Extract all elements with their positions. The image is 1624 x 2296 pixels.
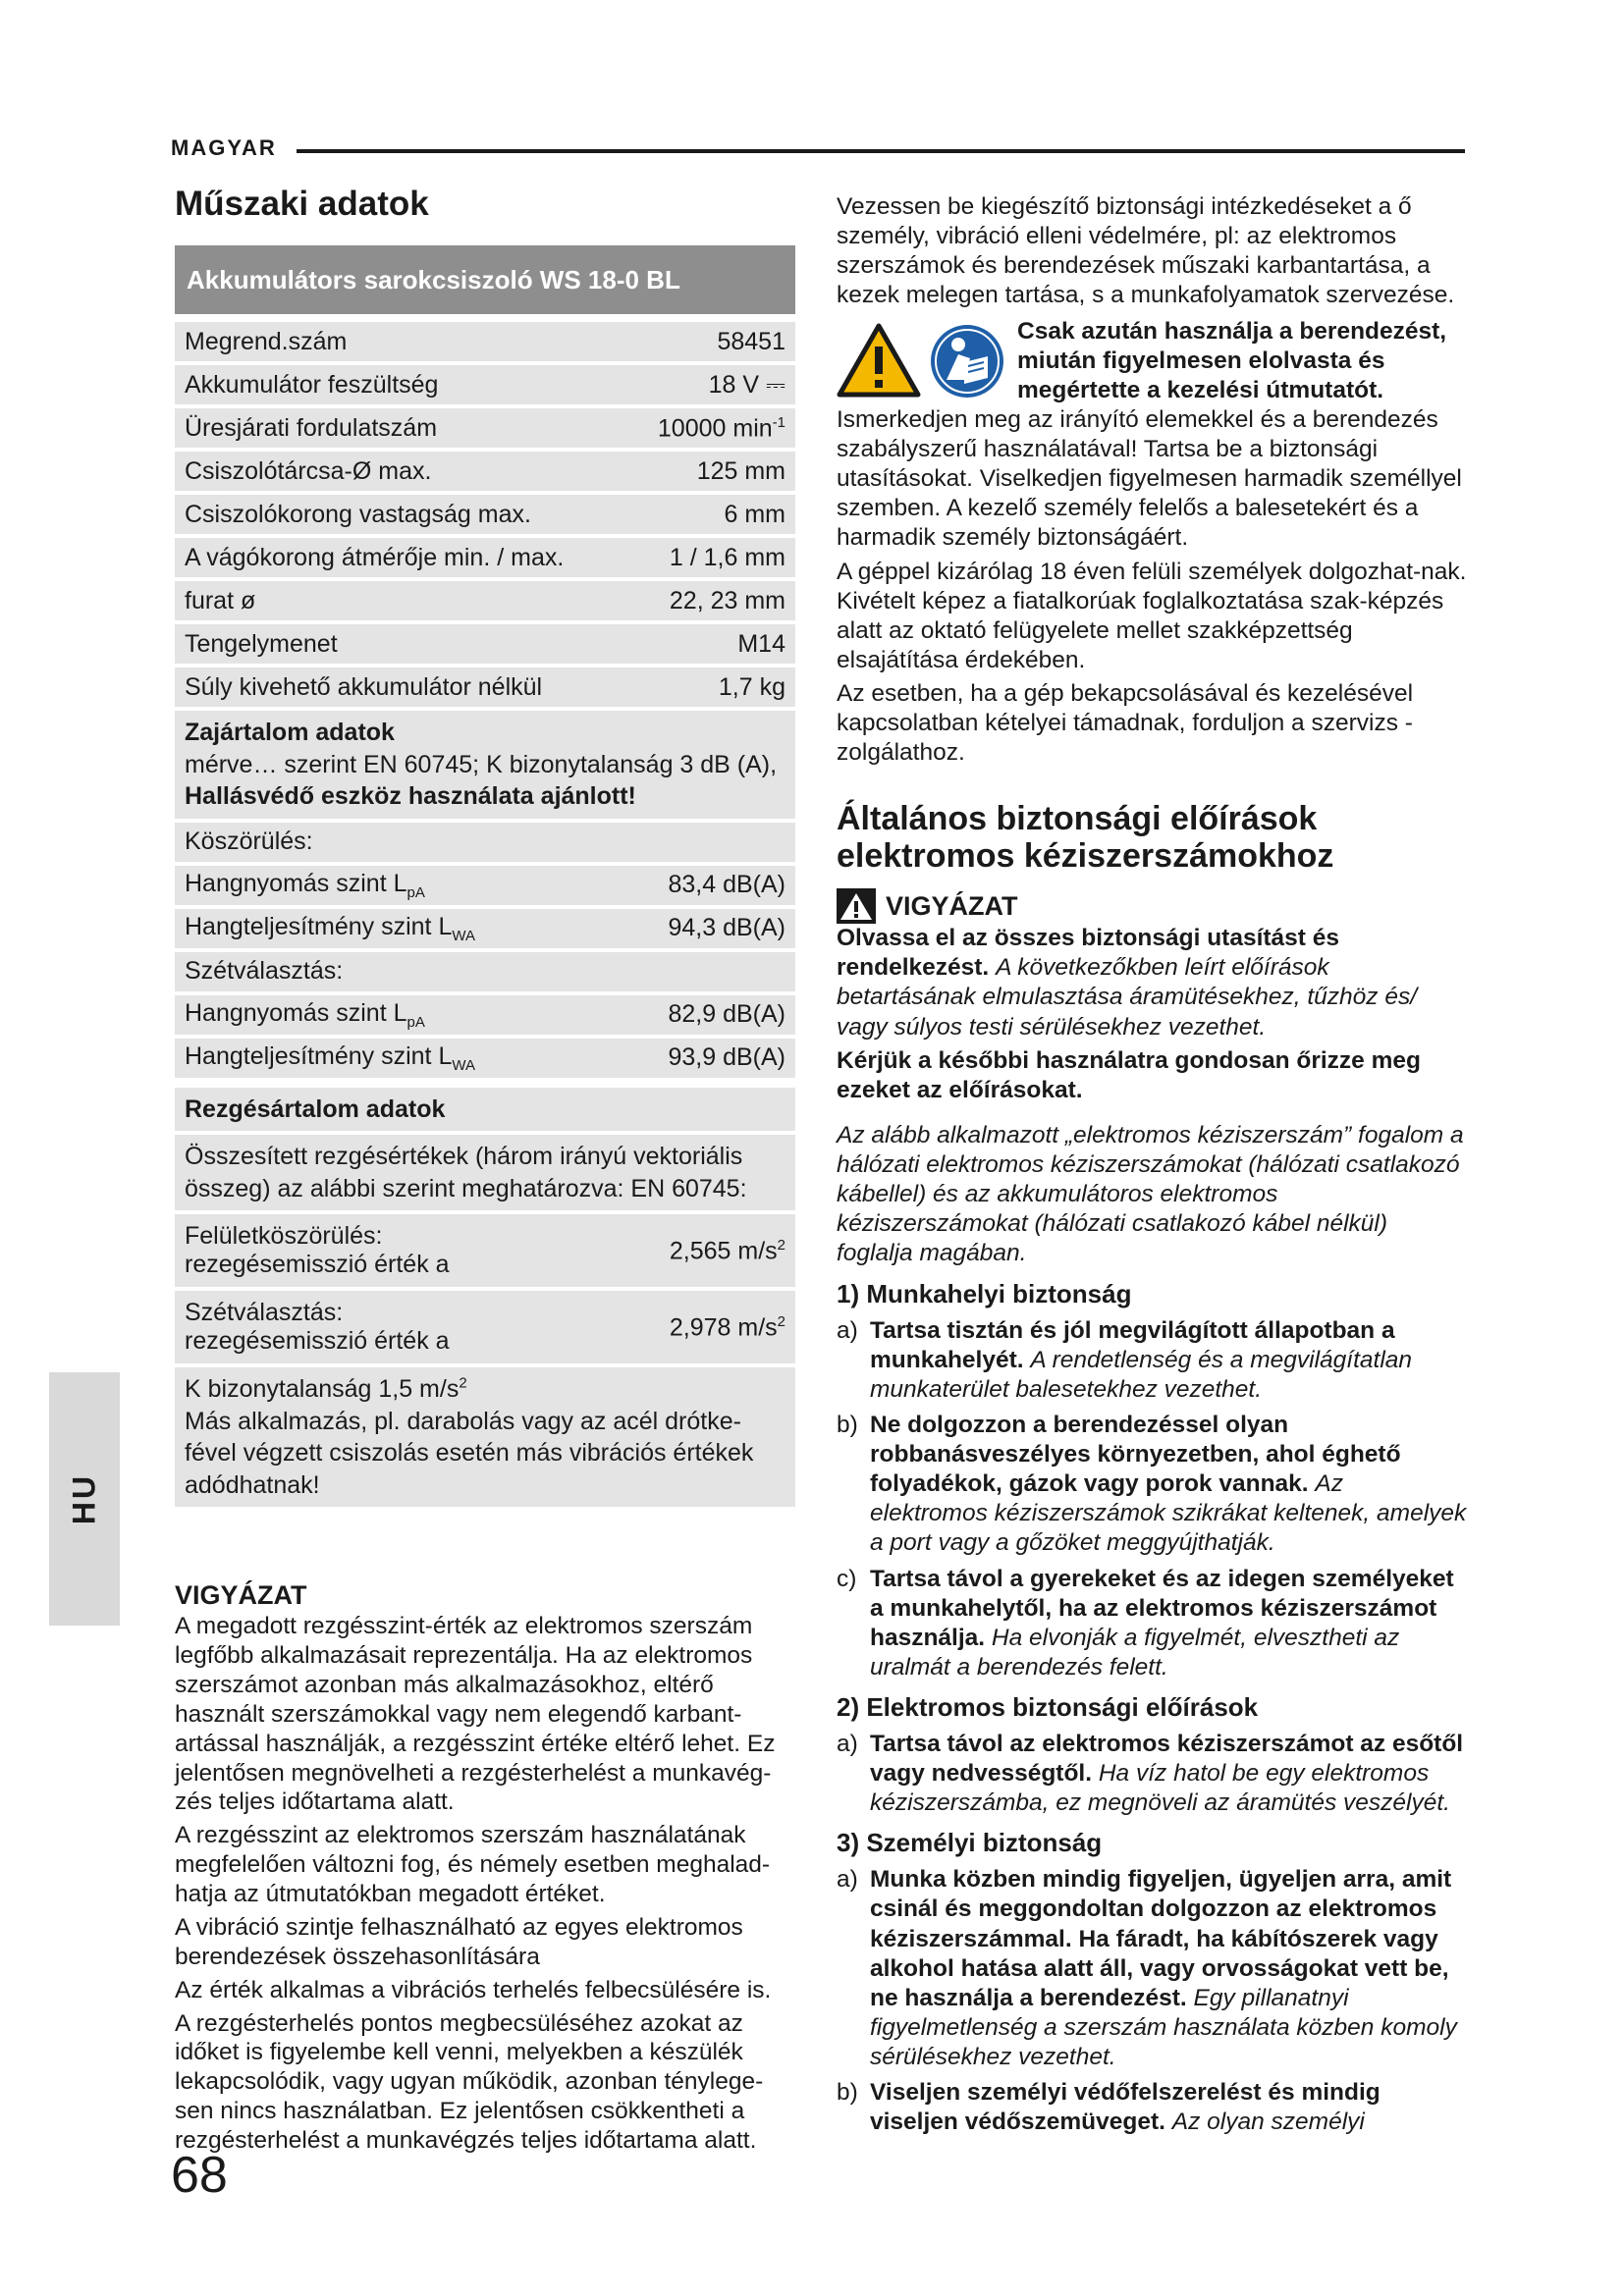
right-column <box>837 192 1467 2143</box>
k-uncertainty-text: K bizonytalanság 1,5 m/s <box>185 1375 460 1404</box>
service-paragraph: Az esetben, ha a gép bekapcsolásával és kezelésével kapcsolatban kételyei támadnak, forduljon a szervizs - zolgálathoz. <box>837 680 1414 767</box>
spec-row <box>175 581 795 624</box>
spec-value: 1 / 1,6 mm <box>669 543 785 571</box>
list-item-label: a) <box>837 1316 858 1344</box>
list-item-italic: Az elektromos kéziszerszámok szikrákat keltenek, amelyek a port vagy a gőzöket meggyújthatják. <box>870 1470 1467 1557</box>
vibration-row <box>175 1291 795 1367</box>
heading-electrical-safety: 2) Elektromos biztonsági előírások <box>837 1692 1259 1722</box>
list-item-text <box>870 1565 1467 1683</box>
heading-workplace-safety: 1) Munkahelyi biztonság <box>837 1278 1132 1308</box>
spec-value: 58451 <box>717 327 785 355</box>
noise-row <box>175 995 795 1039</box>
vibration-label-line2: rezegésemisszió érték a <box>185 1327 450 1356</box>
spec-value: 22, 23 mm <box>669 586 785 614</box>
section-title-safety <box>837 801 1467 875</box>
spec-label: furat ø <box>185 586 256 614</box>
spec-table <box>175 245 795 1511</box>
spec-value: 6 mm <box>724 500 785 528</box>
vibration-title: Rezgésártalom adatok <box>185 1095 446 1123</box>
noise-label: Hangnyomás szint $L_{pA}$ <box>185 869 425 901</box>
section-title-safety-line1: Általános biztonsági előírások <box>837 800 1318 838</box>
list-item-text <box>870 1865 1467 2072</box>
spec-label: Csiszolókorong vastagság max. <box>185 500 531 528</box>
noise-text: mérve… szerint EN 60745; K bizonytalanság 3 dB (A), <box>185 750 778 778</box>
vibration-value-sup: 2 <box>777 1236 785 1254</box>
list-item-italic: Az olyan személyi <box>1171 2109 1365 2136</box>
list-item-bold: Munka közben mindig figyeljen, ügyeljen arra, amit csinál és meggondoltan dolgozzon az elektromos kéziszerszámmal. Ha fáradt, ha kábítószerek vagy alkohol hatása alatt áll, vagy orvosságokat vett be, ne használja a berendezést. <box>870 1866 1452 2011</box>
vibration-warning-title: VIGYÁZAT <box>175 1580 307 1611</box>
list-item <box>837 1316 1467 1405</box>
cutting-rows <box>175 995 795 1082</box>
noise-label: Hangteljesítmény szint $L_{WA}$ <box>185 1041 475 1074</box>
language-header: MAGYAR <box>171 135 277 160</box>
list-item-italic: A rendetlenség és a megvilágítatlan munkaterület balesetekhez vezethet. <box>870 1346 1413 1403</box>
page-number: 68 <box>171 2147 228 2204</box>
list-item-bold: Tartsa távol a gyerekeket és az idegen személyeket a munkahelytől, ha az elektromos kéziszerszámot használja. <box>870 1565 1454 1651</box>
cutting-label-row <box>175 952 795 995</box>
noise-label-sub: pA <box>406 1013 425 1031</box>
vibration-row <box>175 1214 795 1291</box>
cutting-label: Szétválasztás: <box>185 957 344 986</box>
vibration-warning-p1: A megadott rezgésszint-érték az elektromos szerszám legfőbb alkalmazásait reprezentálja. Ha az elektromos szerszámot azonban más alkalmazásokhoz, eltérő használt szerszámokkal vagy nem elegendő karbant-artással használják, a rezgésszint értéke eltérő lehet. Ez jelentősen megnövelheti a rezgésterhelést a munkavég-zés teljes időtartama alatt. <box>175 1613 776 1816</box>
uncertainty-block <box>175 1367 795 1511</box>
read-manual-text: Ismerkedjen meg az irányító elemekkel és a berendezés szabályszerű használatával! Tartsa be a biztonsági utasításokat. Viselkedjen figyelmesen harmadik személlyel szemben. A kezelő személy felelős a balesetekért és a harmadik személy biztonságáért. <box>837 405 1462 552</box>
vibration-rows <box>175 1214 795 1367</box>
list-item-label: b) <box>837 1411 858 1438</box>
vibration-warning <box>175 1579 795 2156</box>
caution-triangle-icon <box>837 888 876 924</box>
noise-block <box>175 711 795 823</box>
noise-value: 82,9 dB(A) <box>668 1000 785 1029</box>
vibration-warning-p2: A rezgésszint az elektromos szerszám használatának megfelelően változni fog, és némely esetben meghalad-hatja az útmutatókban megadott értéket. <box>175 1822 771 1908</box>
list-item-italic: Ha elvonják a figyelmét, elvesztheti az uralmát a berendezés felett. <box>870 1624 1400 1681</box>
noise-value: 83,4 dB(A) <box>668 871 785 899</box>
vibration-text-block <box>175 1135 795 1214</box>
noise-value: 94,3 dB(A) <box>668 914 785 942</box>
spec-value-sup: -1 <box>772 413 785 431</box>
warning-triangle-icon <box>837 323 921 398</box>
spec-row <box>175 365 795 408</box>
vibration-text: Összesített rezgésértékek (három irányú vektoriális összeg) az alábbi szerint meghatározva: EN 60745: <box>185 1143 747 1202</box>
list-item-text <box>870 2078 1467 2137</box>
read-all-paragraph <box>837 924 1467 1042</box>
noise-value: 93,9 dB(A) <box>668 1043 785 1072</box>
spec-value: 1,7 kg <box>718 672 785 701</box>
k-uncertainty <box>185 1373 785 1406</box>
spec-label: Megrend.szám <box>185 327 348 355</box>
electrical-safety-list <box>837 1730 1467 1818</box>
spec-row <box>175 408 795 452</box>
spec-value: M14 <box>737 629 785 658</box>
keep-instructions: Kérjük a későbbi használatra gondosan őrizze meg ezeket az előírásokat. <box>837 1046 1421 1103</box>
vibration-value: 2,978 $m/s^2$ <box>669 1312 785 1341</box>
header-rule <box>297 149 1465 153</box>
vibration-warning-p4: Az érték alkalmas a vibrációs terhelés felbecsülésére is. <box>175 1976 772 2003</box>
manual-icons <box>837 317 1005 405</box>
list-item-italic: Ha víz hatol be egy elektromos kéziszerszámba, ez megnöveli az áramütés veszélyét. <box>870 1760 1450 1817</box>
noise-label-sub: pA <box>406 883 425 901</box>
list-item <box>837 1730 1467 1818</box>
spec-value: 10000 $\min^{-1}$ <box>657 413 785 442</box>
list-item-text <box>870 1316 1467 1405</box>
vibration-value: 2,565 $m/s^2$ <box>669 1236 785 1264</box>
vibration-title-block <box>175 1088 795 1136</box>
spec-row <box>175 322 795 365</box>
caution-title: VIGYÁZAT <box>886 890 1018 921</box>
definition-paragraph: Az alább alkalmazott „elektromos kéziszerszám” fogalom a hálózati elektromos kéziszerszámokat (hálózati csatlakozó kábellel) és az akkumulátoros elektromos kéziszerszámokat (hálózati csatlakozó kábel nélkül) foglalja magában. <box>837 1121 1464 1267</box>
spec-value: 125 mm <box>696 456 785 485</box>
read-manual-bold: Csak azután használja a berendezést, miután figyelmesen elolvasta és megértette a kezelési útmutatót. <box>1017 317 1447 403</box>
read-all-italic: A következőkben leírt előírások betartásának elmulasztása áramütésekhez, tűzhöz és/ vagy súlyos testi sérülésekhez vezethet. <box>837 954 1418 1041</box>
noise-row <box>175 1039 795 1082</box>
spec-row <box>175 624 795 667</box>
section-title-safety-line2: elektromos kéziszerszámokhoz <box>837 836 1334 875</box>
noise-label: Hangnyomás szint $L_{pA}$ <box>185 998 425 1031</box>
workplace-safety-list <box>837 1316 1467 1683</box>
list-item-label: b) <box>837 2079 858 2107</box>
noise-title: Zajártalom adatok <box>185 719 395 747</box>
language-tab-code: HU <box>66 1472 102 1525</box>
spec-row <box>175 452 795 495</box>
left-column <box>175 185 795 2160</box>
noise-row <box>175 909 795 952</box>
spec-table-header: Akkumulátors sarokcsiszoló WS 18-0 BL <box>175 245 795 314</box>
spec-row <box>175 667 795 711</box>
language-tab <box>49 1372 120 1626</box>
vibration-label-line1: Szétválasztás: <box>185 1299 344 1327</box>
spec-row <box>175 495 795 538</box>
read-all-bold: Olvassa el az összes biztonsági utasítást és rendelkezést. <box>837 925 1339 982</box>
caution-heading <box>837 888 1467 924</box>
list-item-bold: Tartsa távol az elektromos kéziszerszámot az esőtől vagy nedvességtől. <box>870 1730 1464 1788</box>
noise-label: Hangteljesítmény szint $L_{WA}$ <box>185 912 475 944</box>
vibration-warning-p3: A vibráció szintje felhasználható az egyes elektromos berendezések összehasonlítására <box>175 1913 743 1970</box>
spec-label: Súly kivehető akkumulátor nélkül <box>185 672 543 701</box>
vibration-value-sup: 2 <box>777 1312 785 1330</box>
vibration-label <box>185 1299 450 1356</box>
list-item-label: c) <box>837 1565 857 1592</box>
spec-rows <box>175 322 795 711</box>
list-item-text <box>870 1730 1467 1818</box>
vibration-label <box>185 1222 450 1279</box>
spec-label: Csiszolótárcsa-Ø max. <box>185 456 432 485</box>
intro-paragraph: Vezessen be kiegészítő biztonsági intézkedéseket a ő személy, vibráció elleni védelmére, pl: az elektromos szerszámok és berendezések műszaki karbantartása, a kezek melegen tartása, s a munkafolyamatok szervezése. <box>837 193 1455 309</box>
list-item-bold: Tartsa tisztán és jól megvilágított állapotban a munkahelyét. <box>870 1316 1395 1373</box>
noise-bold: Hallásvédő eszköz használata ajánlott! <box>185 782 636 811</box>
spec-label: Üresjárati fordulatszám <box>185 413 438 442</box>
spec-value: 18 V ⎓ <box>708 370 785 399</box>
dc-symbol-icon: ⎓ <box>759 370 785 399</box>
list-item-italic: Egy pillanatnyi figyelmetlenség a szerszám használata közben komoly sérülésekhez vezethet. <box>870 1984 1457 2071</box>
read-manual-box <box>837 317 1467 405</box>
spec-row <box>175 538 795 581</box>
k-uncertainty-sup: 2 <box>459 1374 467 1392</box>
grinding-label: Köszörülés: <box>185 828 313 856</box>
grinding-label-row <box>175 823 795 866</box>
heading-personal-safety: 3) Személyi biztonság <box>837 1828 1103 1858</box>
section-title-tech: Műszaki adatok <box>175 185 429 223</box>
spec-label: A vágókorong átmérője min. / max. <box>185 543 565 571</box>
noise-row <box>175 866 795 909</box>
list-item <box>837 1865 1467 2072</box>
vibration-label-line2: rezegésemisszió érték a <box>185 1251 450 1279</box>
list-item-text <box>870 1411 1467 1559</box>
noise-label-sub: WA <box>452 1056 475 1074</box>
list-item-label: a) <box>837 1730 858 1757</box>
vibration-label-line1: Felületköszörülés: <box>185 1222 383 1251</box>
noise-label-sub: WA <box>452 927 475 944</box>
personal-safety-list <box>837 1865 1467 2137</box>
list-item <box>837 2078 1467 2137</box>
list-item <box>837 1565 1467 1683</box>
spec-label: Akkumulátor feszültség <box>185 370 439 399</box>
list-item <box>837 1411 1467 1559</box>
spec-label: Tengelymenet <box>185 629 338 658</box>
other-use-note: Más alkalmazás, pl. darabolás vagy az acél drótke-fével végzett csiszolás esetén más vibrációs értékek adódhatnak! <box>185 1407 754 1499</box>
read-manual-icon <box>929 323 1005 400</box>
vibration-warning-p5: A rezgésterhelés pontos megbecsüléséhez azokat az időket is figyelembe kell venni, melyekben a készülék lekapcsolódik, vagy ugyan működik, azonban ténylege-sen nincs használatban. Ez jelentősen csökkentheti a rezgésterhelést a munkavégzés teljes időtartama alatt. <box>175 2009 764 2155</box>
list-item-bold: Ne dolgozzon a berendezéssel olyan robbanásveszélyes környezetben, ahol éghető folyadékok, gázok vagy porok vannak. <box>870 1411 1401 1498</box>
grinding-rows <box>175 866 795 952</box>
list-item-label: a) <box>837 1866 858 1894</box>
list-item-bold: Viseljen személyi védőfelszerelést és mindig viseljen védőszemüveget. <box>870 2079 1380 2136</box>
age-paragraph: A géppel kizárólag 18 éven felüli személyek dolgozhat-nak. Kivételt képez a fiatalkorúak foglalkoztatása szak-képzés alatt az oktató felügyelete mellet szakképzettség elsajátítása érdekében. <box>837 558 1467 673</box>
